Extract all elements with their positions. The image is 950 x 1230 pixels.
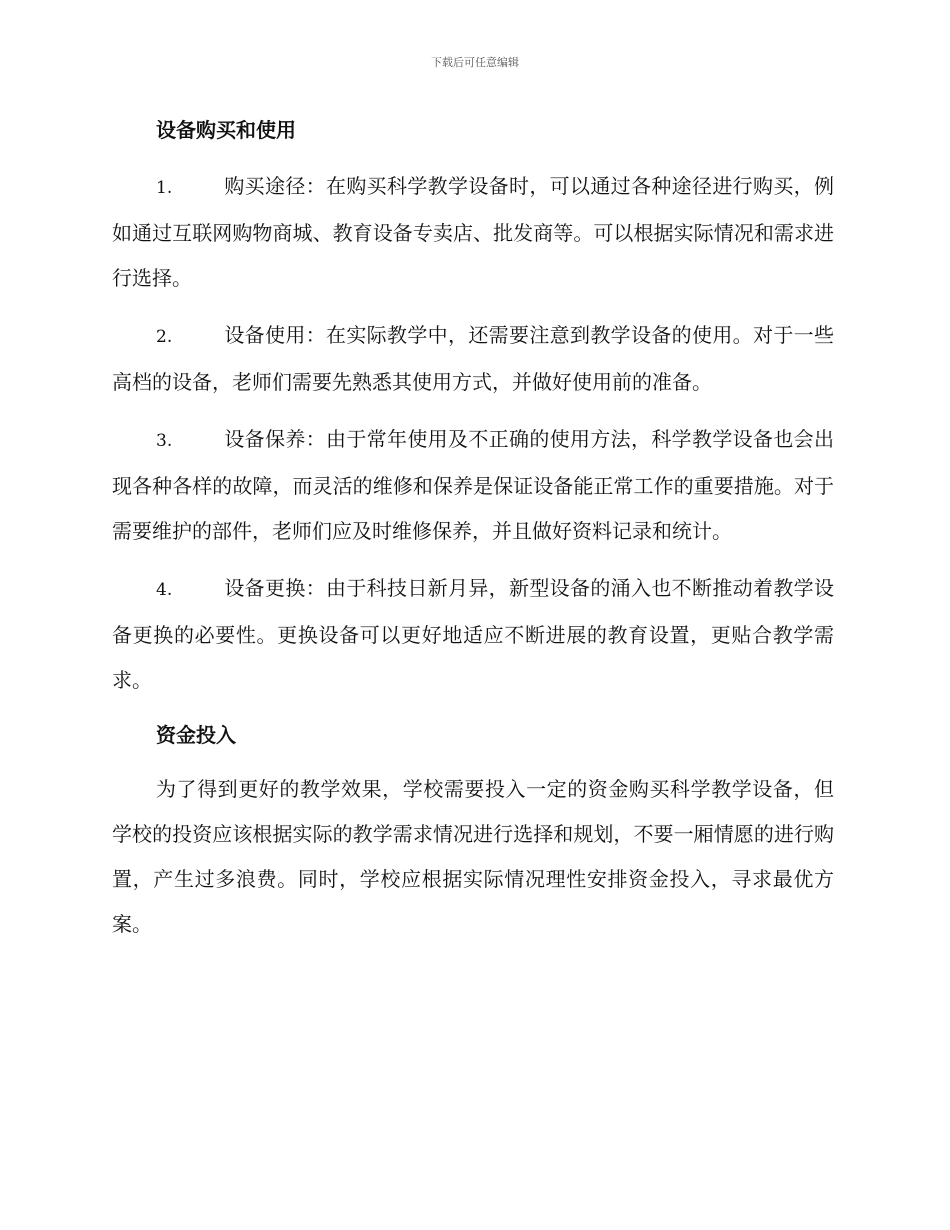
list-item-text: 购买途径：在购买科学教学设备时，可以通过各种途径进行购买，例如通过互联网购物商城、教育设备专卖店、批发商等。可以根据实际情况和需求进行选择。	[112, 174, 834, 290]
funding-paragraph: 为了得到更好的教学效果，学校需要投入一定的资金购买科学教学设备，但学校的投资应该根据实际的教学需求情况进行选择和规划，不要一厢情愿的进行购置，产生过多浪费。同时，学校应根据实际情况理性安排资金投入，寻求最优方案。	[112, 777, 834, 936]
list-item	[112, 566, 834, 703]
list-item-number: 4.	[156, 580, 173, 600]
list-item-number: 2.	[156, 327, 173, 347]
list-item	[112, 164, 834, 301]
section-heading-equipment: 设备购买和使用	[156, 118, 296, 142]
list-item-text: 设备更换：由于科技日新月异，新型设备的涌入也不断推动着教学设备更换的必要性。更换设备可以更好地适应不断进展的教育设置，更贴合教学需求。	[112, 576, 834, 692]
list-item-text: 设备使用：在实际教学中，还需要注意到教学设备的使用。对于一些高档的设备，老师们需要先熟悉其使用方式，并做好使用前的准备。	[112, 323, 834, 394]
list-item-number: 1.	[156, 178, 173, 198]
section-heading-funding: 资金投入	[156, 723, 236, 747]
document-body	[112, 110, 834, 947]
header-note: 下载后可任意编辑	[431, 56, 519, 69]
list-item	[112, 313, 834, 405]
list-item-number: 3.	[156, 431, 173, 451]
list-item-text: 设备保养：由于常年使用及不正确的使用方法，科学教学设备也会出现各种各样的故障，而灵活的维修和保养是保证设备能正常工作的重要措施。对于需要维护的部件，老师们应及时维修保养，并且做好资料记录和统计。	[112, 427, 834, 543]
list-item	[112, 417, 834, 554]
